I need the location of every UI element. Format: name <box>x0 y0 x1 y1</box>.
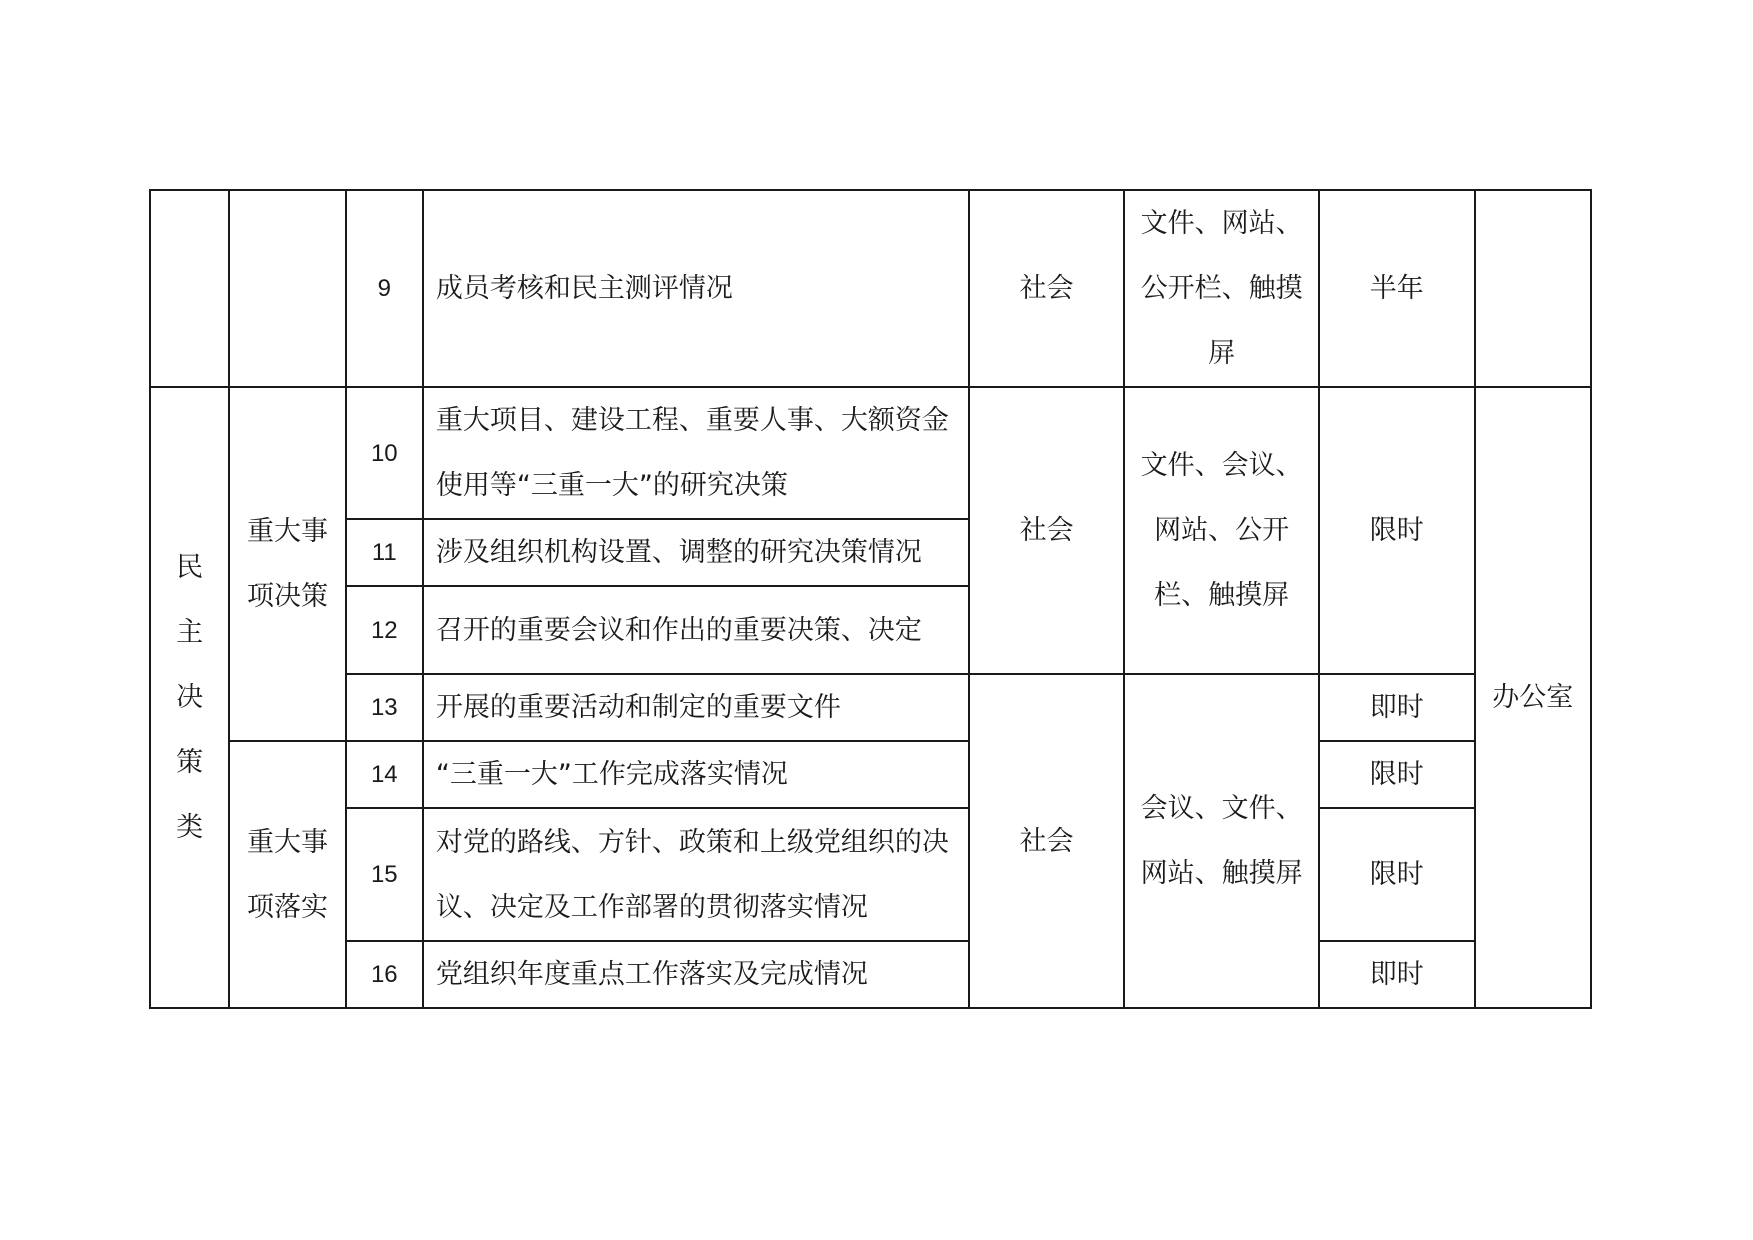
row-number: 12 <box>346 586 423 674</box>
channel-cell: 文件、网站、公开栏、触摸屏 <box>1124 190 1319 387</box>
channel-cell: 会议、文件、网站、触摸屏 <box>1124 674 1319 1008</box>
period-cell: 即时 <box>1319 941 1475 1008</box>
period-cell: 半年 <box>1319 190 1475 387</box>
period-cell: 限时 <box>1319 808 1475 941</box>
department-cell-empty <box>1475 190 1591 387</box>
table-row <box>150 674 1591 741</box>
category-cell: 民主决策类 <box>150 387 229 1008</box>
row-number: 13 <box>346 674 423 741</box>
subcategory-implementation: 重大事项落实 <box>229 741 345 1008</box>
category-cell-empty <box>150 190 229 387</box>
channel-cell: 文件、会议、网站、公开栏、触摸屏 <box>1124 387 1319 674</box>
scope-cell: 社会 <box>969 674 1125 1008</box>
row-number: 14 <box>346 741 423 808</box>
table-row <box>150 387 1591 519</box>
row-number: 16 <box>346 941 423 1008</box>
item-content: 开展的重要活动和制定的重要文件 <box>423 674 969 741</box>
period-cell: 限时 <box>1319 387 1475 674</box>
item-content: 党组织年度重点工作落实及完成情况 <box>423 941 969 1008</box>
scope-cell: 社会 <box>969 190 1125 387</box>
department-cell: 办公室 <box>1475 387 1591 1008</box>
row-number: 11 <box>346 519 423 586</box>
table-row <box>150 741 1591 808</box>
row-number: 15 <box>346 808 423 941</box>
item-content: 对党的路线、方针、政策和上级党组织的决议、决定及工作部署的贯彻落实情况 <box>423 808 969 941</box>
table-row <box>150 808 1591 941</box>
item-content: 重大项目、建设工程、重要人事、大额资金使用等“三重一大”的研究决策 <box>423 387 969 519</box>
scope-cell: 社会 <box>969 387 1125 674</box>
period-cell: 即时 <box>1319 674 1475 741</box>
subcategory-decision: 重大事项决策 <box>229 387 345 741</box>
row-number: 10 <box>346 387 423 519</box>
item-content: 成员考核和民主测评情况 <box>423 190 969 387</box>
item-content: “三重一大”工作完成落实情况 <box>423 741 969 808</box>
item-content: 涉及组织机构设置、调整的研究决策情况 <box>423 519 969 586</box>
period-cell: 限时 <box>1319 741 1475 808</box>
item-content: 召开的重要会议和作出的重要决策、决定 <box>423 586 969 674</box>
subcategory-cell-empty <box>229 190 345 387</box>
table-row <box>150 190 1591 387</box>
row-number: 9 <box>346 190 423 387</box>
disclosure-table <box>149 189 1592 1009</box>
table-row <box>150 941 1591 1008</box>
